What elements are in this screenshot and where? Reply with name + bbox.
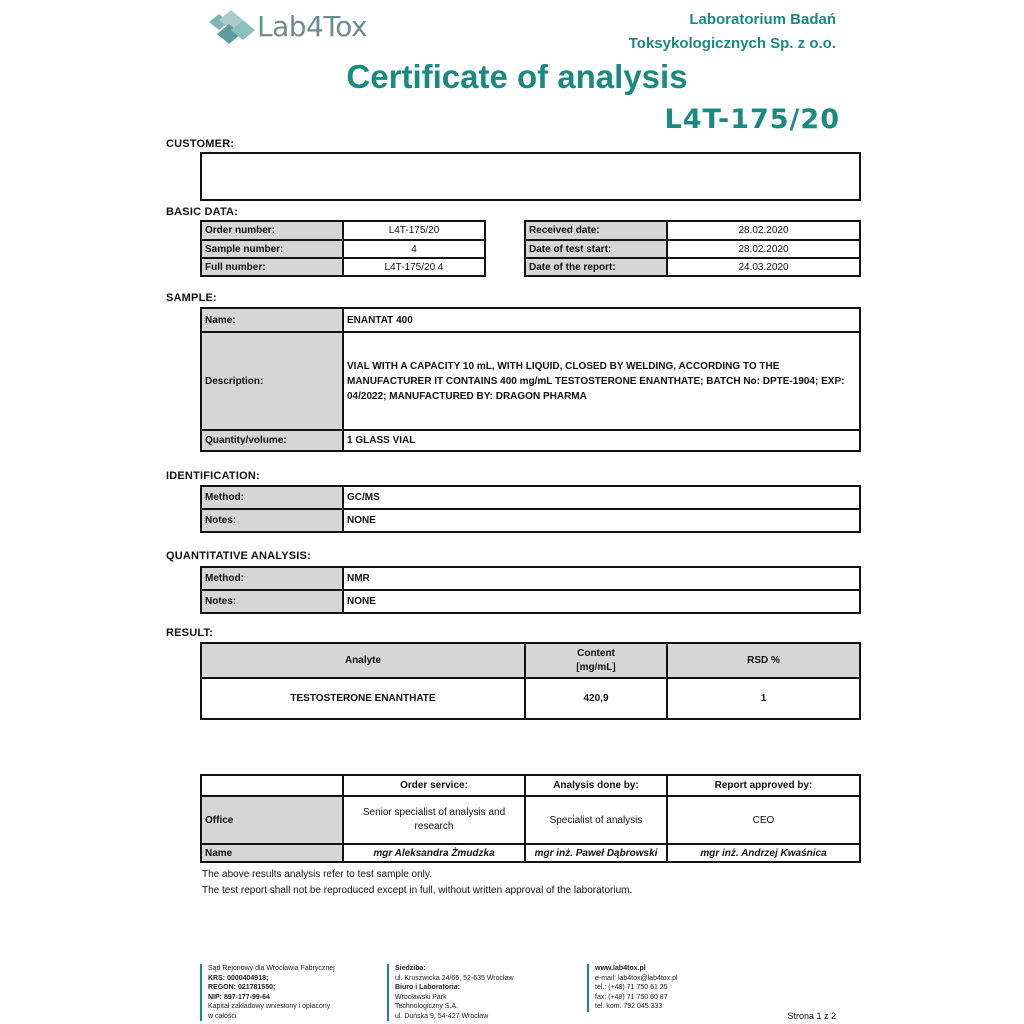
table-row <box>201 509 860 532</box>
sample-description-value: VIAL WITH A CAPACITY 10 mL, WITH LIQUID, CLOSED BY WELDING, ACCORDING TO THE MANUFACTURER IT CONTAINS 400 mg/mL TESTOSTERONE ENANTHATE; BATCH No: DPTE-1904; EXP: 04/2022; MANUFACTURED BY: DRAGON PHARMA <box>343 332 860 430</box>
section-basic-data: BASIC DATA: <box>166 206 239 218</box>
sample-quantity-label: Quantity/volume: <box>201 430 343 451</box>
table-row <box>201 775 860 796</box>
company-line-2: Toksykologicznych Sp. z o.o. <box>628 35 836 52</box>
footer-office-line-3: ul. Duńska 9, 54-427 Wrocław <box>395 1012 489 1020</box>
table-row <box>201 308 860 332</box>
sig-office-label: Office <box>201 796 343 844</box>
report-date-label: Date of the report: <box>525 258 667 276</box>
page-title: Certificate of analysis <box>346 58 688 95</box>
footer-registry-capital-2: w całości <box>208 1012 237 1020</box>
order-number-value: L4T-175/20 <box>343 221 485 240</box>
footer-hq-address: ul. Kruszwicka 24/66, 52-635 Wrocław <box>395 974 514 982</box>
report-date-value: 24.03.2020 <box>667 258 860 276</box>
sample-number-label: Sample number: <box>201 240 343 258</box>
footer-registry-capital: Kapitał zakładowy wniesiony i opłacony <box>208 1003 331 1010</box>
note-line-1: The above results analysis refer to test sample only. <box>202 869 432 880</box>
identification-method-label: Method: <box>201 486 343 509</box>
logo-diamonds-icon <box>205 8 257 48</box>
sig-col-analysis: Analysis done by: <box>525 775 667 796</box>
result-table <box>200 642 861 720</box>
sample-number-value: 4 <box>343 240 485 258</box>
footer-mobile: tel. kom. 792 045 333 <box>595 1003 663 1010</box>
customer-box <box>200 152 861 201</box>
sig-office-analysis: Specialist of analysis <box>525 796 667 844</box>
order-number-label: Order number: <box>201 221 343 240</box>
footer-registry-krs: KRS: 0000404918; <box>208 974 269 982</box>
footer-office-line-1: Wrocławski Park <box>395 993 447 1001</box>
table-row <box>201 590 860 613</box>
logo-text: Lab4Tox <box>257 10 368 43</box>
result-col-content-line2: [mg/mL] <box>576 661 616 673</box>
table-row <box>201 643 860 678</box>
table-row <box>201 258 485 276</box>
received-date-label: Received date: <box>525 221 667 240</box>
notes <box>202 867 632 899</box>
sample-name-value: ENANTAT 400 <box>343 308 860 332</box>
result-col-analyte: Analyte <box>201 643 525 678</box>
footer-address <box>387 964 580 1021</box>
received-date-value: 28.02.2020 <box>667 221 860 240</box>
quantitative-method-value: NMR <box>343 567 860 590</box>
table-row <box>201 240 485 258</box>
section-customer: CUSTOMER: <box>166 138 235 150</box>
page-number: Strona 1 z 2 <box>787 1011 836 1021</box>
footer-office-label: Biuro i Laboratoria: <box>395 984 460 991</box>
quantitative-method-label: Method: <box>201 567 343 590</box>
note-line-2: The test report shall not be reproduced except in full, without written approval of the laboratorium. <box>202 885 633 896</box>
table-row <box>201 221 485 240</box>
sig-office-approved: CEO <box>667 796 860 844</box>
quantitative-notes-label: Notes: <box>201 590 343 613</box>
basic-data-right-table <box>524 220 861 277</box>
company-logo <box>205 8 375 48</box>
footer-registry <box>200 964 378 1021</box>
result-content: 420,9 <box>525 678 667 719</box>
sig-col-order: Order service: <box>343 775 525 796</box>
sample-name-label: Name: <box>201 308 343 332</box>
identification-method-value: GC/MS <box>343 486 860 509</box>
footer-website: www.lab4tox.pl <box>595 965 646 972</box>
full-number-label: Full number: <box>201 258 343 276</box>
signatures-corner <box>201 775 343 796</box>
quantitative-table <box>200 566 861 614</box>
table-row <box>201 844 860 862</box>
footer-email: e-mail: lab4tox@lab4tox.pl <box>595 974 678 982</box>
test-start-label: Date of test start: <box>525 240 667 258</box>
test-start-value: 28.02.2020 <box>667 240 860 258</box>
result-col-rsd: RSD % <box>667 643 860 678</box>
section-identification: IDENTIFICATION: <box>166 470 260 482</box>
sample-table <box>200 307 861 452</box>
table-row <box>525 258 860 276</box>
footer-contact <box>587 964 745 1012</box>
identification-table <box>200 485 861 533</box>
result-rsd: 1 <box>667 678 860 719</box>
sig-name-analysis: mgr inż. Paweł Dąbrowski <box>525 844 667 862</box>
table-row <box>525 240 860 258</box>
section-result: RESULT: <box>166 627 214 639</box>
sig-name-label: Name <box>201 844 343 862</box>
table-row <box>525 221 860 240</box>
section-sample: SAMPLE: <box>166 292 217 304</box>
sig-col-approved: Report approved by: <box>667 775 860 796</box>
footer-registry-regon: REGON: 021781550; <box>208 984 276 991</box>
footer-registry-nip: NIP: 897-177-99-64 <box>208 993 270 1001</box>
footer-fax: fax: (+48) 71 750 60 87 <box>595 993 668 1001</box>
identification-notes-label: Notes: <box>201 509 343 532</box>
basic-data-left-table <box>200 220 486 277</box>
table-row <box>201 678 860 719</box>
signatures-table <box>200 774 861 863</box>
identification-notes-value: NONE <box>343 509 860 532</box>
footer-tel: tel.: (+48) 71 750 61 25 <box>595 984 668 991</box>
result-col-content <box>525 643 667 678</box>
footer-registry-court: Sąd Rejonowy dla Wrocławia Fabrycznej <box>208 965 335 972</box>
company-name <box>629 8 836 56</box>
result-col-content-line1: Content <box>577 647 615 659</box>
table-row <box>201 796 860 844</box>
quantitative-notes-value: NONE <box>343 590 860 613</box>
table-row <box>201 486 860 509</box>
table-row <box>201 332 860 430</box>
footer-office-line-2: Technologiczny S.A. <box>395 1003 459 1010</box>
full-number-value: L4T-175/20 4 <box>343 258 485 276</box>
section-quantitative: QUANTITATIVE ANALYSIS: <box>166 550 311 562</box>
sig-name-order: mgr Aleksandra Żmudzka <box>343 844 525 862</box>
table-row <box>201 430 860 451</box>
sample-quantity-value: 1 GLASS VIAL <box>343 430 860 451</box>
sig-office-order: Senior specialist of analysis and research <box>343 796 525 844</box>
table-row <box>201 567 860 590</box>
sig-name-approved: mgr inż. Andrzej Kwaśnica <box>667 844 860 862</box>
sample-description-label: Description: <box>201 332 343 430</box>
footer-hq-label: Siedziba: <box>395 965 426 972</box>
report-number: L4T-175/20 <box>664 104 840 135</box>
result-analyte: TESTOSTERONE ENANTHATE <box>201 678 525 719</box>
company-line-1: Laboratorium Badań <box>689 11 836 28</box>
